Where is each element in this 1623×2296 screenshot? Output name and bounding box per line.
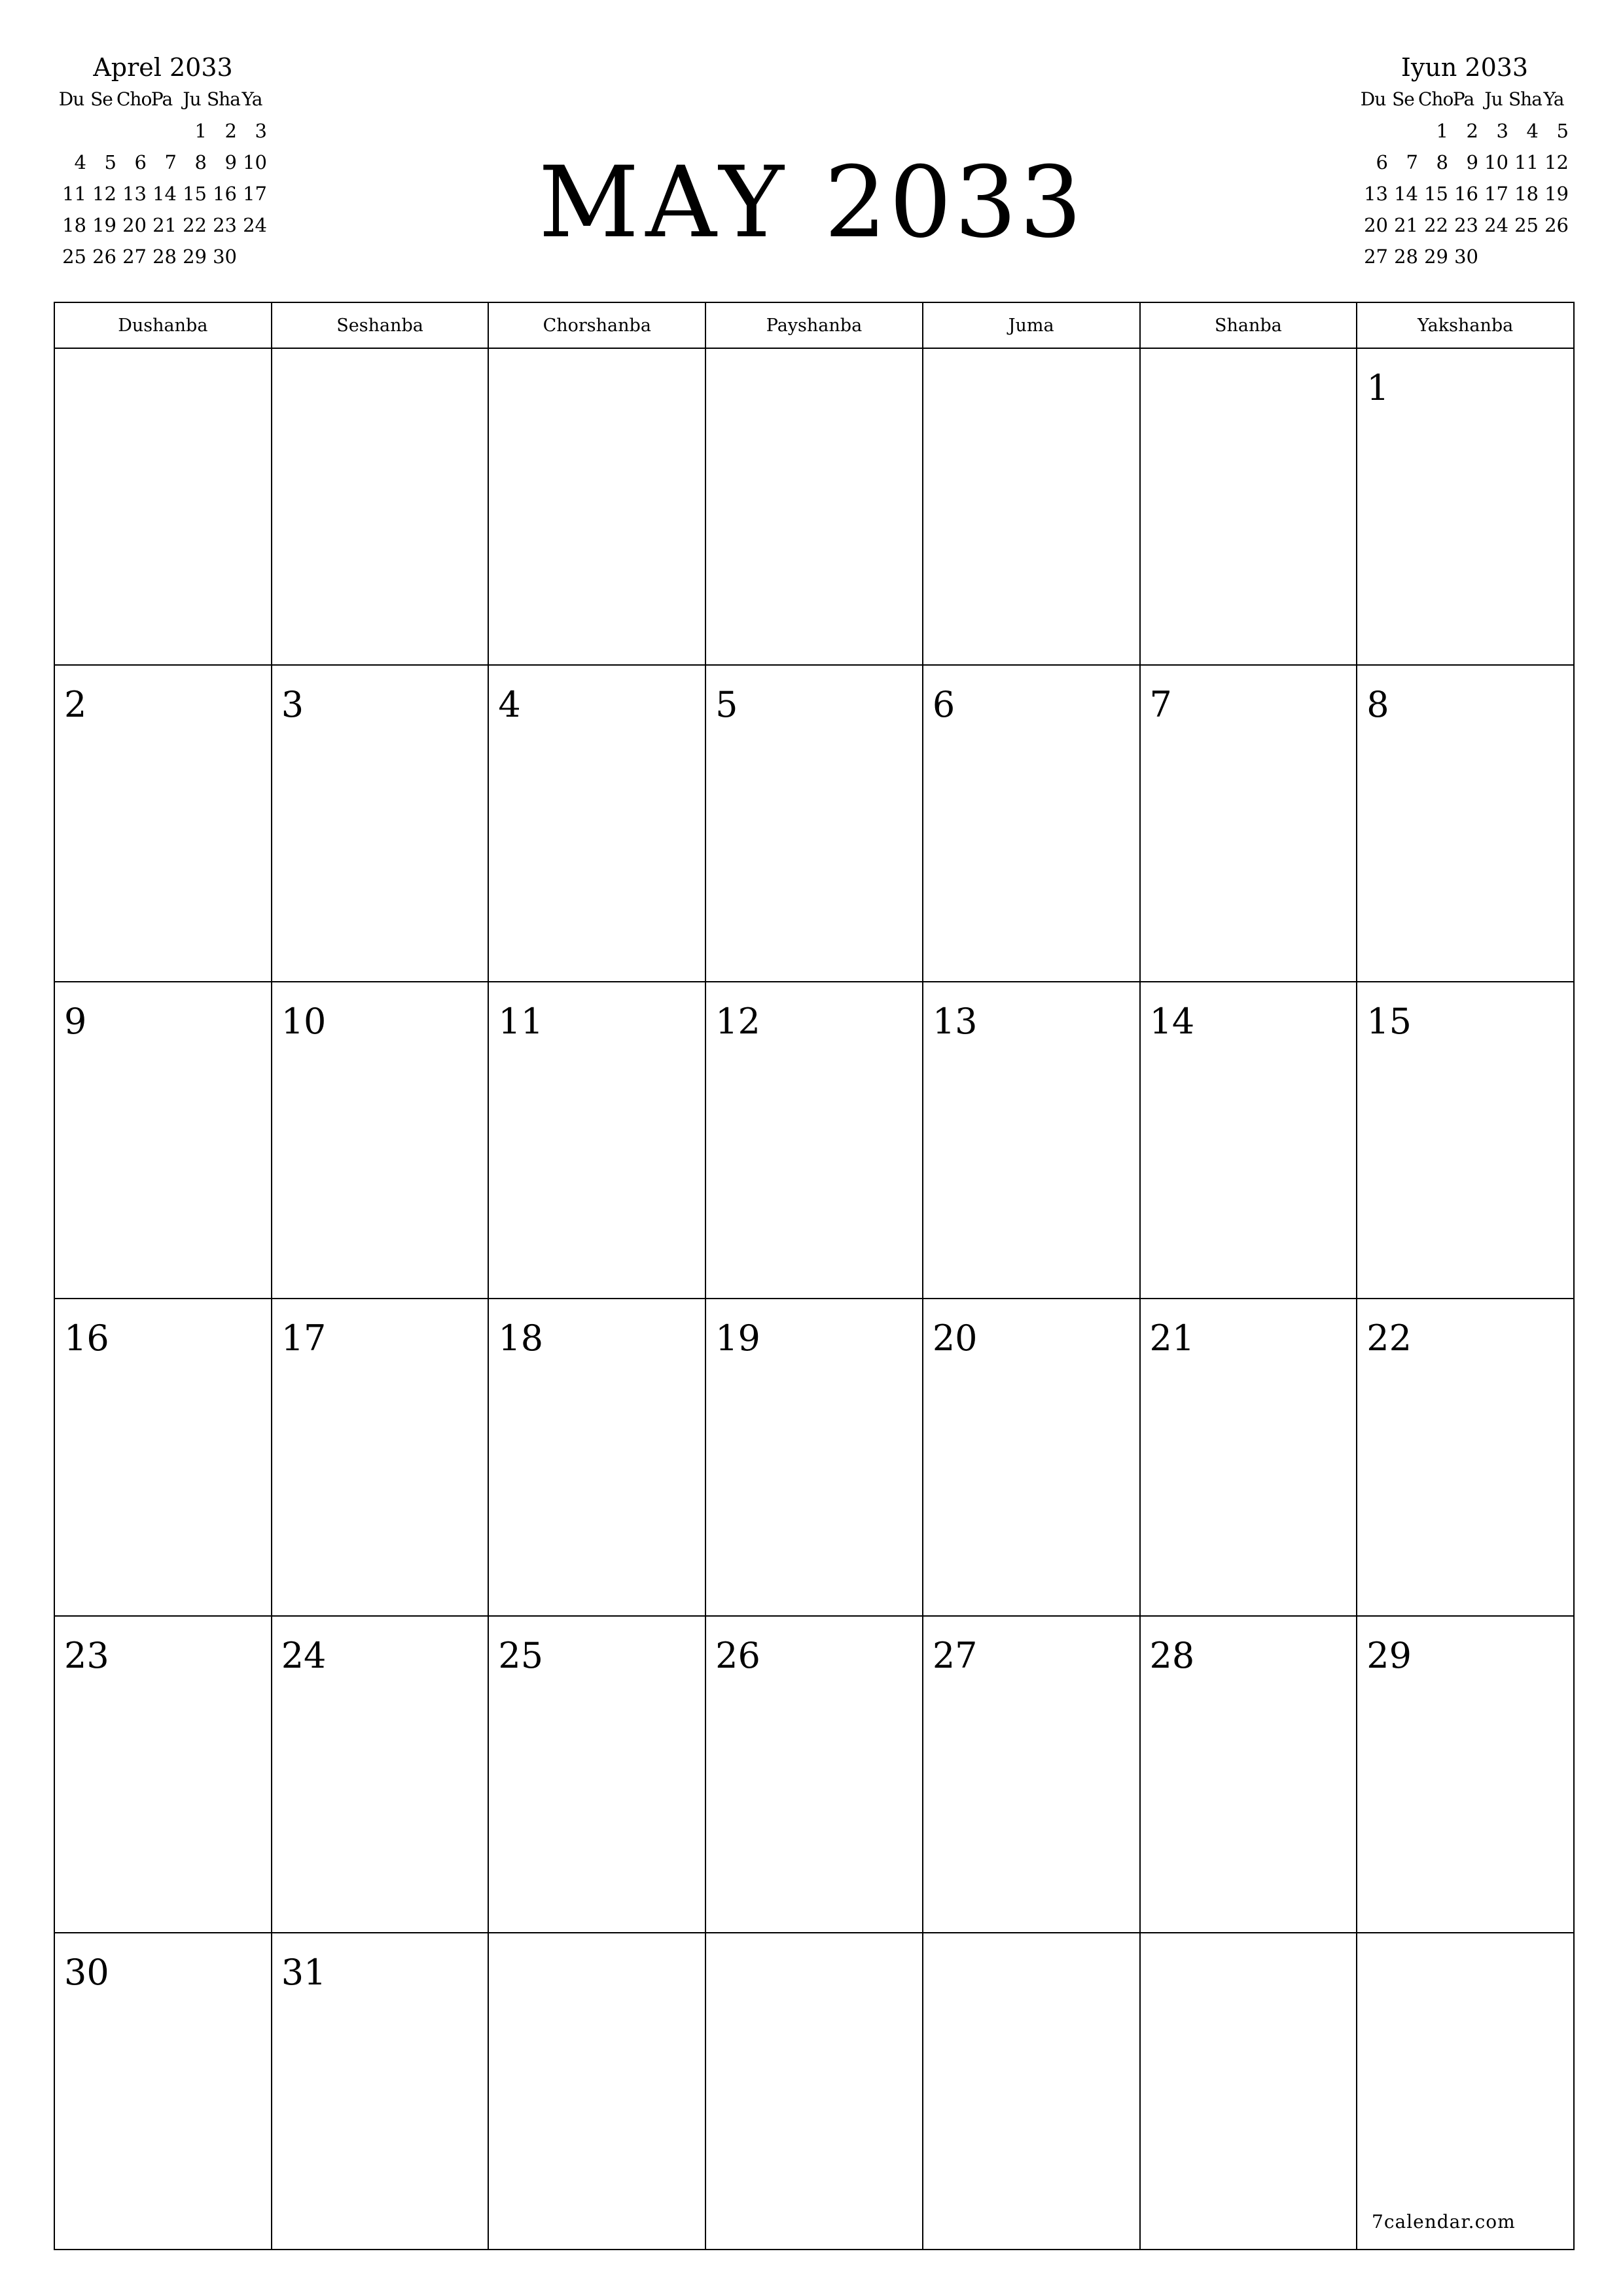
mini-day: 4: [1526, 120, 1539, 142]
mini-day: [1358, 115, 1388, 147]
mini-weekday: Sha: [207, 88, 240, 110]
mini-day: 21: [1394, 214, 1418, 236]
day-cell: [272, 348, 489, 665]
day-cell: [488, 1616, 705, 1933]
mini-day: 6: [134, 151, 147, 173]
mini-day: 4: [74, 151, 86, 173]
day-number: 18: [498, 1318, 544, 1359]
day-number: 30: [64, 1951, 109, 1993]
mini-day: [56, 115, 86, 147]
mini-day: [116, 115, 147, 147]
mini-day: 11: [1514, 151, 1539, 173]
day-cell: [488, 348, 705, 665]
day-number: 22: [1366, 1318, 1412, 1359]
mini-day: 27: [1364, 245, 1388, 268]
mini-weekday: Du: [58, 88, 84, 110]
weekday-header: Juma: [923, 302, 1140, 348]
mini-day: 17: [243, 183, 267, 205]
day-cell: [272, 1933, 489, 2250]
day-cell: [54, 1933, 272, 2250]
mini-day: 22: [183, 214, 207, 236]
day-number: 26: [715, 1634, 760, 1676]
day-number: 20: [932, 1318, 978, 1359]
week-row: [54, 1299, 1574, 1615]
mini-day: 5: [1556, 120, 1569, 142]
day-cell: [54, 1616, 272, 1933]
day-cell: [923, 1933, 1140, 2250]
page-title-month: MAY: [538, 146, 791, 260]
mini-weekday: Se: [1392, 88, 1414, 110]
day-cell: [705, 1616, 923, 1933]
mini-day: 30: [1454, 245, 1478, 268]
week-row: [54, 348, 1574, 665]
day-number: 1: [1366, 367, 1389, 408]
mini-day: 10: [243, 151, 267, 173]
mini-day: 18: [62, 214, 86, 236]
day-cell: [1140, 1299, 1357, 1615]
weekday-header: Chorshanba: [488, 302, 705, 348]
mini-day: 16: [1454, 183, 1478, 205]
page-title-year: 2033: [824, 146, 1085, 260]
mini-day: 11: [62, 183, 86, 205]
mini-calendar-grid: [1358, 84, 1571, 272]
day-cell: [1140, 348, 1357, 665]
day-number: 17: [281, 1318, 327, 1359]
mini-day: 28: [152, 245, 177, 268]
week-row: [54, 1616, 1574, 1933]
mini-day: 7: [1406, 151, 1418, 173]
mini-day: [147, 115, 177, 147]
week-row: [54, 665, 1574, 982]
weekday-header: Dushanba: [54, 302, 272, 348]
day-number: 6: [932, 684, 955, 726]
mini-day: 13: [122, 183, 147, 205]
mini-day: 9: [224, 151, 237, 173]
day-number: 24: [281, 1634, 327, 1676]
mini-weekday: Pa: [151, 88, 173, 110]
weekday-header: Yakshanba: [1357, 302, 1574, 348]
day-number: 3: [281, 684, 304, 726]
day-number: 21: [1149, 1318, 1195, 1359]
mini-day: 26: [1544, 214, 1569, 236]
day-number: 5: [715, 684, 738, 726]
mini-day: 20: [1364, 214, 1388, 236]
day-cell: [1357, 1299, 1574, 1615]
mini-weekday: Ju: [183, 88, 201, 110]
day-cell: [272, 1299, 489, 1615]
day-number: 15: [1366, 1001, 1412, 1043]
mini-day: 15: [1424, 183, 1448, 205]
day-number: 19: [715, 1318, 760, 1359]
day-cell: [54, 982, 272, 1299]
mini-day: 16: [213, 183, 237, 205]
mini-day: 28: [1394, 245, 1418, 268]
day-number: 7: [1149, 684, 1172, 726]
day-cell: [272, 1616, 489, 1933]
weekday-header-row: [54, 302, 1574, 348]
day-cell: [923, 665, 1140, 982]
day-cell: [923, 348, 1140, 665]
day-cell: [705, 982, 923, 1299]
week-row: [54, 1933, 1574, 2250]
mini-calendar-title: Iyun 2033: [1400, 53, 1529, 82]
day-cell: [1357, 348, 1574, 665]
day-cell: [923, 1616, 1140, 1933]
day-cell: [488, 665, 705, 982]
mini-day: 3: [1496, 120, 1508, 142]
mini-day: [86, 115, 116, 147]
mini-day: [1388, 115, 1418, 147]
day-number: 4: [498, 684, 521, 726]
day-cell: [54, 1299, 272, 1615]
mini-day: 30: [213, 245, 237, 268]
mini-day: 7: [164, 151, 177, 173]
day-cell: [488, 982, 705, 1299]
day-number: 13: [932, 1001, 978, 1043]
day-number: 14: [1149, 1001, 1195, 1043]
mini-day: 22: [1424, 214, 1448, 236]
day-number: 25: [498, 1634, 544, 1676]
day-cell: [54, 665, 272, 982]
day-cell: [488, 1933, 705, 2250]
mini-day: 1: [194, 120, 207, 142]
mini-day: 19: [1544, 183, 1569, 205]
day-number: 16: [64, 1318, 109, 1359]
mini-day: 12: [1544, 151, 1569, 173]
mini-day: 26: [92, 245, 116, 268]
mini-day: 21: [152, 214, 177, 236]
mini-day: 19: [92, 214, 116, 236]
month-grid: [54, 302, 1575, 2250]
mini-day: 17: [1484, 183, 1508, 205]
mini-day: 9: [1466, 151, 1478, 173]
mini-day: 10: [1484, 151, 1508, 173]
mini-weekday: Ya: [1543, 88, 1564, 110]
day-cell: [705, 665, 923, 982]
mini-weekday: Ya: [241, 88, 262, 110]
weekday-header: Shanba: [1140, 302, 1357, 348]
day-cell: [1140, 665, 1357, 982]
mini-weekday: Sha: [1508, 88, 1542, 110]
mini-day: 5: [104, 151, 116, 173]
mini-weekday: Pa: [1452, 88, 1474, 110]
day-number: 9: [64, 1001, 87, 1043]
mini-day: 1: [1436, 120, 1448, 142]
day-number: 31: [281, 1951, 327, 1993]
day-cell: [1357, 982, 1574, 1299]
day-cell: [1140, 1616, 1357, 1933]
day-number: 27: [932, 1634, 978, 1676]
day-cell: [1357, 1933, 1574, 2250]
mini-weekday: Se: [90, 88, 113, 110]
mini-day: 23: [1454, 214, 1478, 236]
day-number: 28: [1149, 1634, 1195, 1676]
mini-calendar-next-month: [1358, 51, 1571, 272]
day-number: 29: [1366, 1634, 1412, 1676]
day-number: 8: [1366, 684, 1389, 726]
weekday-header: Payshanba: [705, 302, 923, 348]
mini-day: 29: [183, 245, 207, 268]
mini-day: 23: [213, 214, 237, 236]
mini-day: 24: [1484, 214, 1508, 236]
day-number: 12: [715, 1001, 760, 1043]
day-cell: [1140, 982, 1357, 1299]
day-cell: [705, 1933, 923, 2250]
mini-day: 14: [152, 183, 177, 205]
mini-day: 3: [255, 120, 267, 142]
day-cell: [272, 665, 489, 982]
week-row: [54, 982, 1574, 1299]
mini-weekday: Ju: [1484, 88, 1503, 110]
mini-day: 2: [1466, 120, 1478, 142]
mini-day: 6: [1376, 151, 1388, 173]
mini-day: 27: [122, 245, 147, 268]
mini-day: 12: [92, 183, 116, 205]
mini-day: 18: [1514, 183, 1539, 205]
mini-day: 14: [1394, 183, 1418, 205]
weekday-header: Seshanba: [272, 302, 489, 348]
day-cell: [272, 982, 489, 1299]
day-cell: [705, 1299, 923, 1615]
mini-day: 25: [1514, 214, 1539, 236]
mini-day: 25: [62, 245, 86, 268]
footer-site-credit: 7calendar.com: [1372, 2211, 1516, 2233]
day-cell: [923, 1299, 1140, 1615]
day-cell: [1357, 1616, 1574, 1933]
mini-weekday: Cho: [116, 88, 152, 110]
day-number: 2: [64, 684, 87, 726]
mini-weekday: Du: [1360, 88, 1386, 110]
mini-day: 8: [1436, 151, 1448, 173]
day-cell: [705, 348, 923, 665]
day-cell: [488, 1299, 705, 1615]
day-cell: [54, 348, 272, 665]
day-cell: [1357, 665, 1574, 982]
mini-day: 15: [183, 183, 207, 205]
mini-day: 20: [122, 214, 147, 236]
mini-day: 24: [243, 214, 267, 236]
mini-day: 29: [1424, 245, 1448, 268]
mini-day: 8: [194, 151, 207, 173]
day-number: 10: [281, 1001, 327, 1043]
mini-day: 2: [224, 120, 237, 142]
day-cell: [923, 982, 1140, 1299]
mini-weekday: Cho: [1418, 88, 1454, 110]
mini-day: 13: [1364, 183, 1388, 205]
day-cell: [1140, 1933, 1357, 2250]
day-number: 11: [498, 1001, 544, 1043]
day-number: 23: [64, 1634, 109, 1676]
mini-calendar-title: Aprel 2033: [93, 53, 233, 82]
